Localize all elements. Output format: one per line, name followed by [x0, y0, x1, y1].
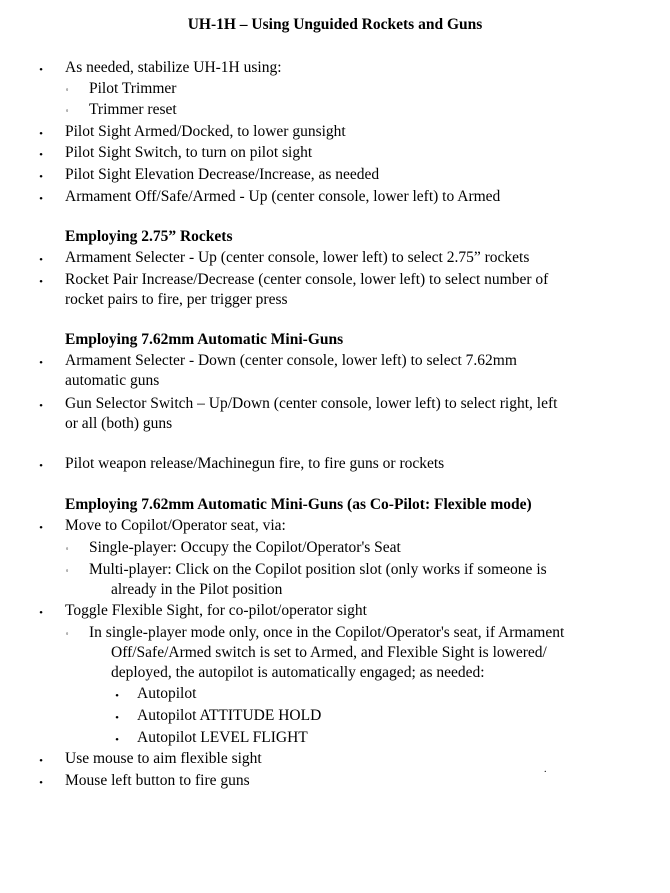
- sub-sub-bullet: •: [115, 712, 119, 724]
- sub-sub-bullet: •: [115, 734, 119, 746]
- page-title: UH-1H – Using Unguided Rockets and Guns: [187, 16, 483, 33]
- list-item: Armament Off/Safe/Armed - Up (center console, lower left) to Armed: [65, 188, 501, 205]
- sub-list-item-continuation: Off/Safe/Armed switch is set to Armed, and Flexible Sight is lowered/: [111, 644, 547, 661]
- section-heading-rockets: Employing 2.75” Rockets: [65, 228, 233, 245]
- bullet: •: [39, 193, 43, 205]
- sub-list-item: Single-player: Occupy the Copilot/Operator's Seat: [89, 539, 401, 556]
- stray-mark: .: [544, 764, 547, 775]
- bullet: •: [39, 64, 43, 76]
- list-item: Gun Selector Switch – Up/Down (center console, lower left) to select right, left: [65, 395, 558, 412]
- sub-bullet: ◦: [65, 544, 69, 553]
- sub-list-item-continuation: already in the Pilot position: [111, 581, 283, 598]
- bullet: •: [39, 400, 43, 412]
- list-item: As needed, stabilize UH-1H using:: [65, 59, 282, 76]
- sub-list-item-continuation: deployed, the autopilot is automatically engaged; as needed:: [111, 664, 485, 681]
- list-item-continuation: automatic guns: [65, 372, 160, 389]
- sub-bullet: ◦: [65, 85, 69, 94]
- list-item: Pilot Sight Switch, to turn on pilot sight: [65, 144, 313, 161]
- bullet: •: [39, 607, 43, 619]
- list-item: Mouse left button to fire guns: [65, 772, 250, 789]
- list-item-continuation: rocket pairs to fire, per trigger press: [65, 291, 288, 308]
- autopilot-item: Autopilot LEVEL FLIGHT: [137, 729, 308, 746]
- bullet: •: [39, 522, 43, 534]
- bullet: •: [39, 777, 43, 789]
- bullet: •: [39, 128, 43, 140]
- list-item: Armament Selecter - Down (center console, lower left) to select 7.62mm: [65, 352, 517, 369]
- sub-list-item: Multi-player: Click on the Copilot position slot (only works if someone is: [89, 561, 547, 578]
- list-item-continuation: or all (both) guns: [65, 415, 173, 432]
- list-item: Rocket Pair Increase/Decrease (center console, lower left) to select number of: [65, 271, 549, 288]
- bullet: •: [39, 357, 43, 369]
- bullet: •: [39, 460, 43, 472]
- sub-list-item: In single-player mode only, once in the Copilot/Operator's seat, if Armament: [89, 624, 565, 641]
- list-item: Armament Selecter - Up (center console, lower left) to select 2.75” rockets: [65, 249, 530, 266]
- autopilot-item: Autopilot: [137, 685, 197, 702]
- bullet: •: [39, 276, 43, 288]
- autopilot-item: Autopilot ATTITUDE HOLD: [137, 707, 322, 724]
- list-item: Toggle Flexible Sight, for co-pilot/operator sight: [65, 602, 367, 619]
- bullet: •: [39, 755, 43, 767]
- sub-list-item: Pilot Trimmer: [89, 80, 177, 97]
- sub-sub-bullet: •: [115, 690, 119, 702]
- bullet: •: [39, 171, 43, 183]
- sub-bullet: ◦: [65, 566, 69, 575]
- list-item: Use mouse to aim flexible sight: [65, 750, 262, 767]
- bullet: •: [39, 254, 43, 266]
- bullet: •: [39, 149, 43, 161]
- list-item: Pilot Sight Armed/Docked, to lower gunsight: [65, 123, 346, 140]
- list-item: Pilot weapon release/Machinegun fire, to fire guns or rockets: [65, 455, 445, 472]
- list-item: Pilot Sight Elevation Decrease/Increase, as needed: [65, 166, 380, 183]
- sub-list-item: Trimmer reset: [89, 101, 177, 118]
- sub-bullet: ◦: [65, 629, 69, 638]
- sub-bullet: ◦: [65, 106, 69, 115]
- section-heading-copilot: Employing 7.62mm Automatic Mini-Guns (as Co-Pilot: Flexible mode): [65, 496, 532, 513]
- list-item: Move to Copilot/Operator seat, via:: [65, 517, 286, 534]
- section-heading-miniguns: Employing 7.62mm Automatic Mini-Guns: [65, 331, 344, 348]
